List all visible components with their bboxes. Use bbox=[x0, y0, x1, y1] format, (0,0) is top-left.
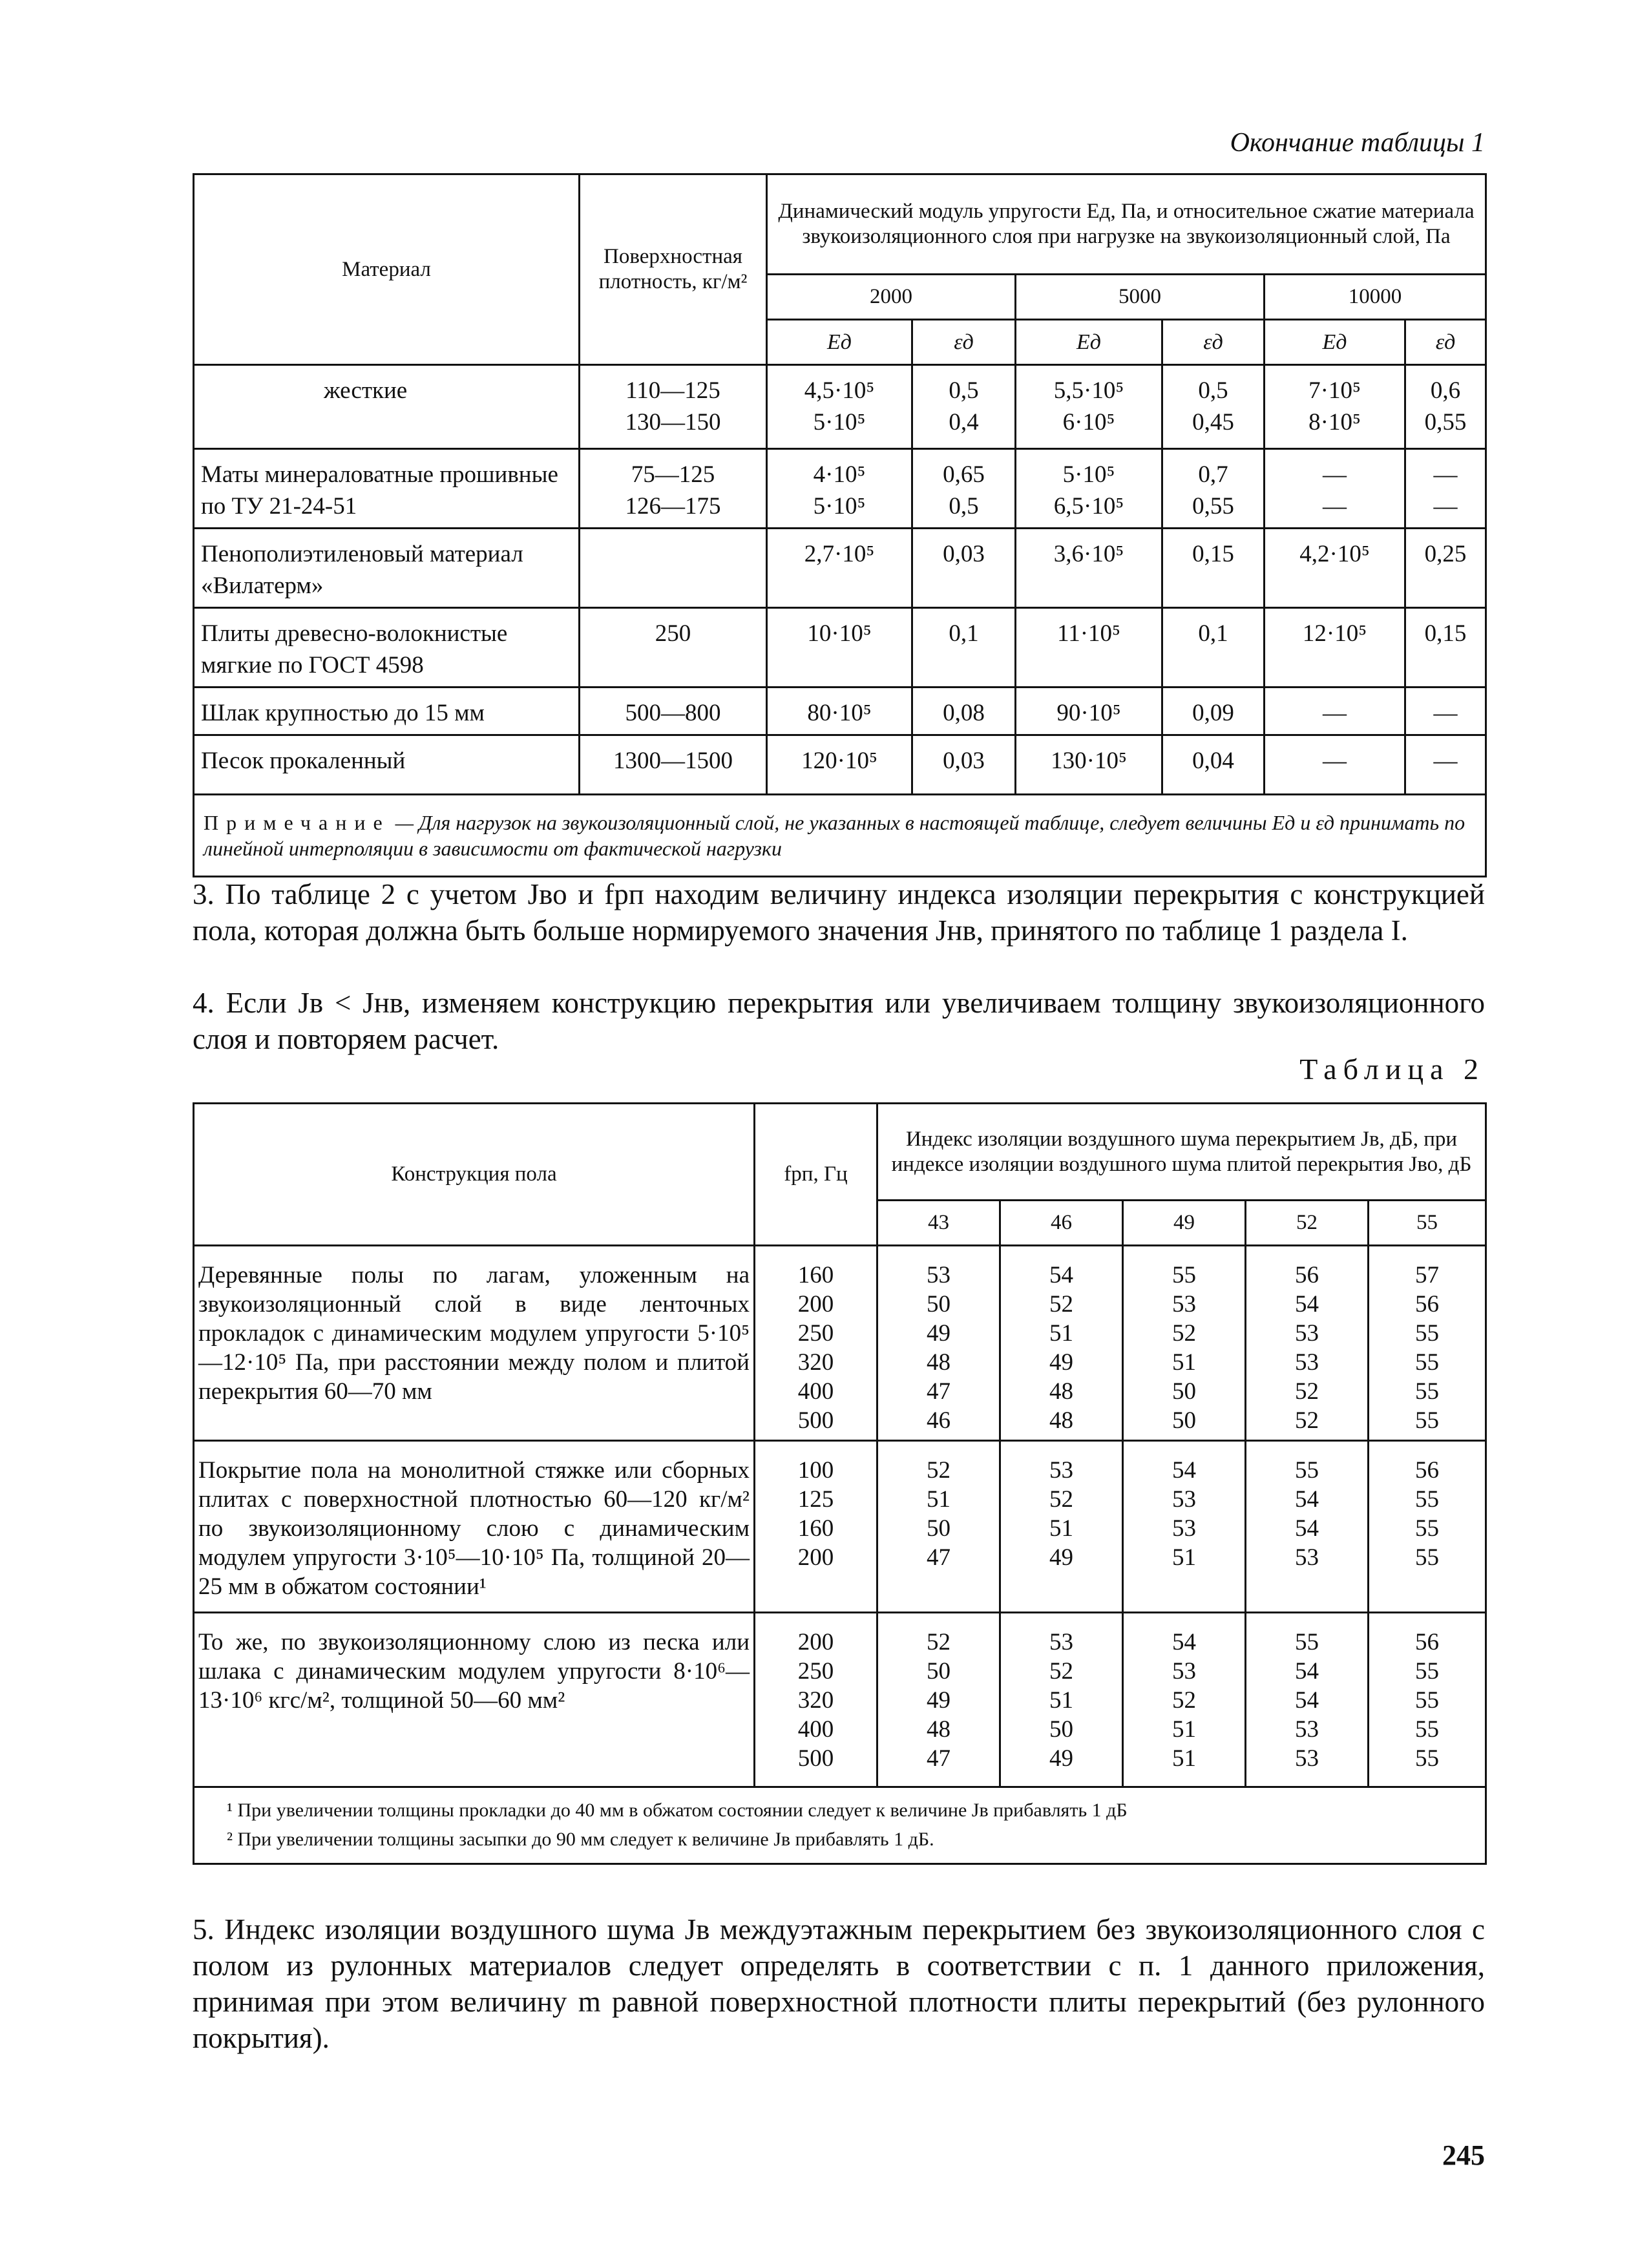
t2-header-index: Индекс изоляции воздушного шума перекрытием Jв, дБ, при индексе изоляции воздушного шума плитой перекрытия Jво, дБ bbox=[877, 1104, 1486, 1201]
t1-cell-value: 7·10⁵ 8·10⁵ bbox=[1265, 365, 1405, 449]
t1-row bbox=[194, 608, 1486, 688]
t1-cell-material: Шлак крупностью до 15 мм bbox=[194, 688, 580, 735]
t1-header-material: Материал bbox=[194, 174, 580, 365]
t1-cell-value: 4,2·10⁵ bbox=[1265, 529, 1405, 608]
t2-cell-value: 55 54 54 53 bbox=[1246, 1441, 1369, 1613]
t1-header-symbol: Eд bbox=[767, 320, 912, 365]
t1-cell-value: 10·10⁵ bbox=[767, 608, 912, 688]
t1-cell-value: 90·10⁵ bbox=[1016, 688, 1162, 735]
t2-footnotes bbox=[194, 1787, 1486, 1864]
t2-row bbox=[194, 1441, 1486, 1613]
t2-header-col: 52 bbox=[1246, 1201, 1369, 1246]
t1-note-label: Примечание bbox=[204, 811, 390, 834]
t1-cell-value: 0,15 bbox=[1162, 529, 1265, 608]
t1-cell-value: 4,5·10⁵ 5·10⁵ bbox=[767, 365, 912, 449]
t1-row bbox=[194, 449, 1486, 529]
t1-cell-value: 0,09 bbox=[1162, 688, 1265, 735]
t1-note-text: — Для нагрузок на звукоизоляционный слой, не указанных в настоящей таблице, следует величины Eд и εд принимать по линейной интерполяции в зависимости от фактической нагрузки bbox=[204, 811, 1465, 860]
t1-cell-value: — bbox=[1265, 688, 1405, 735]
t1-cell-material: Плиты древесно-волокнистые мягкие по ГОСТ 4598 bbox=[194, 608, 580, 688]
t1-cell-material: Маты минераловатные прошивные по ТУ 21-24-51 bbox=[194, 449, 580, 529]
t2-cell-value: 52 50 49 48 47 bbox=[877, 1613, 1000, 1787]
t1-header-symbol: Eд bbox=[1265, 320, 1405, 365]
t1-cell-value: — bbox=[1265, 735, 1405, 795]
t1-cell-value: 11·10⁵ bbox=[1016, 608, 1162, 688]
t2-footnote-2: ² При увеличении толщины засыпки до 90 мм следует к величине Jв прибавлять 1 дБ. bbox=[227, 1829, 934, 1850]
t2-cell-value: 54 52 51 49 48 48 bbox=[1000, 1246, 1123, 1441]
t1-cell-value: 12·10⁵ bbox=[1265, 608, 1405, 688]
t1-cell-value: 0,5 0,4 bbox=[912, 365, 1016, 449]
t1-header-load: 2000 bbox=[767, 275, 1016, 320]
t1-cell-value: 0,65 0,5 bbox=[912, 449, 1016, 529]
t2-cell-value: 54 53 52 51 51 bbox=[1123, 1613, 1246, 1787]
t1-header-density: Поверхностная плотность, кг/м² bbox=[580, 174, 767, 365]
t2-cell-value: 57 56 55 55 55 55 bbox=[1369, 1246, 1486, 1441]
t1-cell-density: 110—125 130—150 bbox=[580, 365, 767, 449]
t2-header-col: 46 bbox=[1000, 1201, 1123, 1246]
t1-header-load: 5000 bbox=[1016, 275, 1265, 320]
t1-note-row bbox=[194, 795, 1486, 877]
t2-cell-value: 56 55 55 55 bbox=[1369, 1441, 1486, 1613]
t1-cell-value: 0,1 bbox=[912, 608, 1016, 688]
paragraph-5: 5. Индекс изоляции воздушного шума Jв междуэтажным перекрытием без звукоизоляционного слоя с полом из рулонных материалов следует определять в соответствии с п. 1 данного приложения, принимая при этом величину m равной поверхностной плотности плиты перекрытий (без рулонного покрытия). bbox=[193, 1913, 1485, 2054]
t1-cell-material: Пенополиэтиленовый материал «Вилатерм» bbox=[194, 529, 580, 608]
t1-cell-value: — — bbox=[1265, 449, 1405, 529]
paragraph-4: 4. Если Jв < Jнв, изменяем конструкцию перекрытия или увеличиваем толщину звукоизоляционного слоя и повторяем расчет. bbox=[193, 987, 1485, 1055]
t2-cell-value: 56 54 53 53 52 52 bbox=[1246, 1246, 1369, 1441]
t1-row bbox=[194, 688, 1486, 735]
t2-cell-construction: То же, по звукоизоляционному слою из песка или шлака с динамическим модулем упругости 8·10⁶—13·10⁶ кгс/м², толщиной 50—60 мм² bbox=[194, 1613, 755, 1787]
paragraph-3: 3. По таблице 2 с учетом Jво и fрп находим величину индекса изоляции перекрытия с конструкцией пола, которая должна быть больше нормируемого значения Jнв, принятого по таблице 1 раздела I. bbox=[193, 878, 1485, 947]
t1-header-symbol: εд bbox=[912, 320, 1016, 365]
t1-cell-density: 1300—1500 bbox=[580, 735, 767, 795]
t2-cell-value: 53 52 51 49 bbox=[1000, 1441, 1123, 1613]
t1-cell-value: 0,03 bbox=[912, 735, 1016, 795]
page-number: 245 bbox=[1442, 2139, 1485, 2171]
t2-header-col: 43 bbox=[877, 1201, 1000, 1246]
t1-cell-value: 0,04 bbox=[1162, 735, 1265, 795]
t2-cell-freq: 100 125 160 200 bbox=[755, 1441, 877, 1613]
t1-cell-material: жесткие bbox=[194, 365, 580, 449]
t1-row bbox=[194, 365, 1486, 449]
t1-header-symbol: Eд bbox=[1016, 320, 1162, 365]
t1-cell-density: 75—125 126—175 bbox=[580, 449, 767, 529]
t1-cell-value: 2,7·10⁵ bbox=[767, 529, 912, 608]
table1-continuation-caption: Окончание таблицы 1 bbox=[1230, 128, 1485, 158]
t2-cell-value: 53 52 51 50 49 bbox=[1000, 1613, 1123, 1787]
t1-header-modulus: Динамический модуль упругости Eд, Па, и относительное сжатие материала звукоизоляционного слоя при нагрузке на звукоизоляционный слой, Па bbox=[767, 174, 1486, 275]
t2-cell-value: 56 55 55 55 55 bbox=[1369, 1613, 1486, 1787]
t1-cell-density bbox=[580, 529, 767, 608]
t2-header-col: 55 bbox=[1369, 1201, 1486, 1246]
t1-cell-density: 250 bbox=[580, 608, 767, 688]
t1-cell-value: 0,25 bbox=[1405, 529, 1486, 608]
t1-cell-density: 500—800 bbox=[580, 688, 767, 735]
t1-cell-value: 5,5·10⁵ 6·10⁵ bbox=[1016, 365, 1162, 449]
t1-row bbox=[194, 529, 1486, 608]
t1-cell-value: 0,03 bbox=[912, 529, 1016, 608]
t1-cell-value: 0,5 0,45 bbox=[1162, 365, 1265, 449]
t2-footnotes-row bbox=[194, 1787, 1486, 1864]
t1-cell-material: Песок прокаленный bbox=[194, 735, 580, 795]
t2-header-construction: Конструкция пола bbox=[194, 1104, 755, 1246]
t1-row bbox=[194, 735, 1486, 795]
t2-row bbox=[194, 1613, 1486, 1787]
t2-cell-value: 52 51 50 47 bbox=[877, 1441, 1000, 1613]
table1 bbox=[193, 173, 1487, 877]
t1-cell-value: 5·10⁵ 6,5·10⁵ bbox=[1016, 449, 1162, 529]
t1-cell-value: — bbox=[1405, 735, 1486, 795]
t2-cell-freq: 200 250 320 400 500 bbox=[755, 1613, 877, 1787]
t1-note bbox=[194, 795, 1486, 877]
t1-cell-value: — — bbox=[1405, 449, 1486, 529]
t1-header-symbol: εд bbox=[1162, 320, 1265, 365]
t2-row bbox=[194, 1246, 1486, 1441]
t1-cell-value: 0,1 bbox=[1162, 608, 1265, 688]
t2-header-col: 49 bbox=[1123, 1201, 1246, 1246]
t1-header-symbol: εд bbox=[1405, 320, 1486, 365]
t2-cell-value: 55 54 54 53 53 bbox=[1246, 1613, 1369, 1787]
t2-cell-value: 55 53 52 51 50 50 bbox=[1123, 1246, 1246, 1441]
t2-footnote-1: ¹ При увеличении толщины прокладки до 40 мм в обжатом состоянии следует к величине Jв прибавлять 1 дБ bbox=[227, 1800, 1128, 1821]
t2-cell-value: 53 50 49 48 47 46 bbox=[877, 1246, 1000, 1441]
t1-cell-value: 0,08 bbox=[912, 688, 1016, 735]
table2-caption: Таблица 2 bbox=[1299, 1053, 1485, 1086]
t2-cell-construction: Покрытие пола на монолитной стяжке или сборных плитах с поверхностной плотностью 60—120 кг/м² по звукоизоляционному слою с динамическим модулем упругости 3·10⁵—10·10⁵ Па, толщиной 20—25 мм в обжатом состоянии¹ bbox=[194, 1441, 755, 1613]
t1-cell-value: 80·10⁵ bbox=[767, 688, 912, 735]
t1-cell-value: 0,7 0,55 bbox=[1162, 449, 1265, 529]
t1-cell-value: — bbox=[1405, 688, 1486, 735]
t1-cell-value: 0,15 bbox=[1405, 608, 1486, 688]
t1-cell-value: 120·10⁵ bbox=[767, 735, 912, 795]
t1-header-load: 10000 bbox=[1265, 275, 1486, 320]
t2-header-freq: fрп, Гц bbox=[755, 1104, 877, 1246]
t1-cell-value: 4·10⁵ 5·10⁵ bbox=[767, 449, 912, 529]
t1-cell-value: 0,6 0,55 bbox=[1405, 365, 1486, 449]
t2-cell-construction: Деревянные полы по лагам, уложенным на звукоизоляционный слой в виде ленточных прокладок с динамическим модулем упругости 5·10⁵—12·10⁵ Па, при расстоянии между полом и плитой перекрытия 60—70 мм bbox=[194, 1246, 755, 1441]
t2-cell-value: 54 53 53 51 bbox=[1123, 1441, 1246, 1613]
t2-cell-freq: 160 200 250 320 400 500 bbox=[755, 1246, 877, 1441]
t1-cell-value: 130·10⁵ bbox=[1016, 735, 1162, 795]
t1-cell-value: 3,6·10⁵ bbox=[1016, 529, 1162, 608]
table2 bbox=[193, 1102, 1487, 1865]
